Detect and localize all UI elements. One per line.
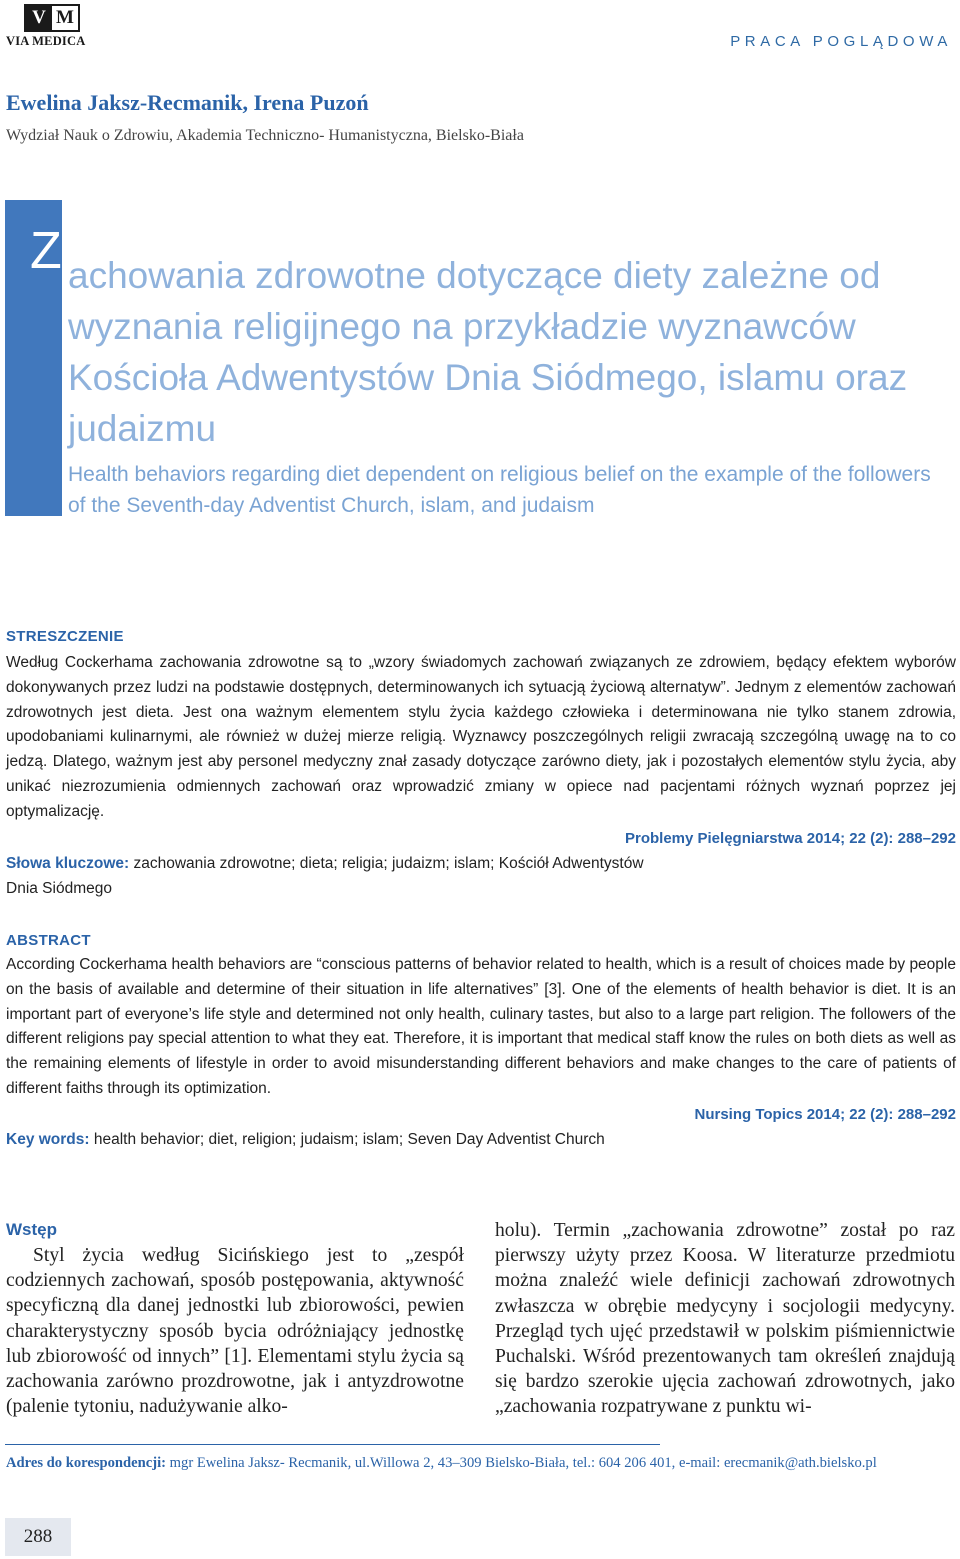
body-column-1: Styl życia według Sicińskiego jest to „zespół codziennych zachowań, sposób postępowania, aktywność specyficzną dla danej jednostki lub zbiorowości, pewien charakterystyczny sposób bycia odróżniający jednostkę lub zbiorowość od innych” [1]. Elementami stylu życia są zachowania zarówno prozdrowotne, jak i antyzdrowotne (palenie tytoniu, nadużywanie alko- (6, 1245, 464, 1418)
footnote-rule (5, 1444, 660, 1445)
streszczenie-citation: Problemy Pielęgniarstwa 2014; 22 (2): 288–292 (624, 830, 956, 847)
logo-letter-v: V (26, 6, 52, 30)
page-number: 288 (5, 1518, 71, 1556)
article-category: PRACA POGLĄDOWA (730, 33, 952, 50)
title-polish: achowania zdrowotne dotyczące diety zależne od wyznania religijnego na przykładzie wyznawców Kościoła Adwentystów Dnia Siódmego, islamu oraz judaizmu (68, 255, 908, 449)
body-column-2: holu). Termin „zachowania zdrowotne” został po raz pierwszy użyty przez Koosa. W literaturze przedmiotu można znaleźć wiele definicji zachowań zdrowotnych zwłaszcza w obrębie medycyny i socjologii medycyny. Przegląd tych ujęć przedstawił w polskim piśmiennictwie Puchalski. Wśród prezentowanych tam określeń znajdują się bardzo szerokie ujęcia zachowań zdrowotnych, jako „zachowania rozpatrywane z punktu wi- (495, 1220, 955, 1418)
abstract-keywords (6, 1128, 906, 1153)
logo-mark (24, 4, 80, 32)
affiliation: Wydział Nauk o Zdrowiu, Akademia Techniczno- Humanistyczna, Bielsko-Biała (6, 127, 524, 144)
address-label: Adres do korespondencji: (6, 1455, 167, 1471)
logo-name: VIA MEDICA (6, 34, 86, 48)
streszczenie-heading: STRESZCZENIE (6, 628, 124, 645)
title-initial: Z (30, 222, 62, 280)
streszczenie-text: Według Cockerhama zachowania zdrowotne są to „wzory świadomych zachowań związanych ze zdrowiem, będący efektem wyborów dokonywanych przez ludzi na podstawie dostępnych, determinowanych ich sytuacją życiową alternatyw”. Jednym z elementów zachowań zdrowotnych jest dieta. Jest ona ważnym elementem stylu życia każdego człowieka i determinowana nie tylko stanem zdrowia, upodobaniami kulinarnymi, ale również w dużej mierze religią. Wyznawcy poszczególnych religii zwracają szczególną uwagę na to co jedzą. Dlatego, ważnym jest aby personel medyczny znał zasady dotyczące zarówno diety, jak i pozostałych elementów stylu życia, aby unikać niezrozumienia odmiennych zachowań oraz wprowadzić zmiany w opiece nad pacjentami różnych wyznań poprzez jej optymalizację. (6, 654, 956, 820)
logo-letter-m: M (56, 7, 74, 28)
keywords-label-pl: Słowa kluczowe: (6, 855, 130, 872)
keywords-pl: zachowania zdrowotne; dieta; religia; judaizm; islam; Kościół Adwentystów Dnia Siódmego (6, 855, 644, 897)
streszczenie-keywords (6, 852, 666, 902)
via-medica-logo (6, 4, 102, 46)
abstract-heading: ABSTRACT (6, 932, 91, 949)
title-english: Health behaviors regarding diet dependent on religious belief on the example of the followers of the Seventh-day Adventist Church, islam, and judaism (68, 463, 931, 517)
keywords-label-en: Key words: (6, 1131, 90, 1148)
abstract-citation: Nursing Topics 2014; 22 (2): 288–292 (694, 1106, 956, 1123)
section-heading-wstep: Wstęp (6, 1220, 57, 1239)
abstract-text: According Cockerhama health behaviors are “conscious patterns of behavior related to health, which is a result of choices made by people on the basis of available and determine of their situation in life alternatives” [3]. One of the elements of health behavior is diet. It is an important part of everyone’s life style and determined not only health, culinary tastes, but also to a large part religion. The followers of the different religions pay special attention to what they eat. Therefore, it is important that medical staff know the rules on both diets as well as the remaining elements of lifestyle in order to avoid misunderstanding different behaviors and make changes to the care of patients of different faiths through its optimization. (6, 956, 956, 1097)
address-text: mgr Ewelina Jaksz- Recmanik, ul.Willowa 2, 43–309 Bielsko-Biała, tel.: 604 206 401, e-mail: erecmanik@ath.bielsko.pl (169, 1455, 877, 1471)
keywords-en: health behavior; diet, religion; judaism; islam; Seven Day Adventist Church (93, 1131, 605, 1148)
authors: Ewelina Jaksz-Recmanik, Irena Puzoń (6, 90, 369, 115)
correspondence-address (6, 1455, 877, 1472)
